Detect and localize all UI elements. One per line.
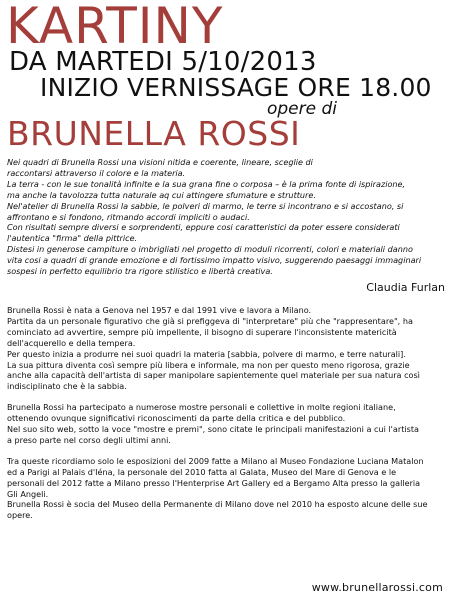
bio-line: ed a Parigi al Palais d'Iéna, la personale del 2010 fatta al Galata, Museo del Mare di Genova e le (7, 466, 397, 477)
intro-line: Distesi in generose campiture o imbrigliati nel progetto di moduli ricorrenti, colori e materiali danno (7, 244, 413, 255)
artist-name: BRUNELLA ROSSI (7, 114, 301, 153)
biography (6, 305, 449, 521)
intro-line: La terra - con le sue tonalità infinite e la sua grana fine o corposa – è la prima fonte di ispirazione, (7, 178, 406, 189)
intro-line: vita cosi a quadri di grande emozione e di fortissimo impatto visivo, suggerendo paesaggi immaginari (7, 255, 422, 266)
spacer (6, 294, 449, 305)
critic-signature: Claudia Furlan (366, 280, 445, 294)
intro-line: raccontarsi attraverso il colore e la materia. (7, 167, 186, 178)
bio-line: Brunella Rossi ha partecipato a numerose mostre personali e collettive in molte regioni italiane, (7, 402, 396, 413)
spacer (7, 392, 449, 402)
bio-line: Tra queste ricordiamo solo le esposizioni del 2009 fatte a Milano al Museo Fondazione Luciana Matalon (7, 455, 424, 466)
intro-line: Nel'atelier di Brunella Rossi la sabbie, le polveri di marmo, le terre si incontrano e si accostano, si (7, 200, 404, 211)
intro-line: sospesi in perfetto equilibrio tra rigore stilistico e libertà creativa. (7, 266, 273, 277)
intro-line: ma anche la tavolozza tutta naturale aq cui attingere sfumature e strutture. (7, 189, 316, 200)
vernissage-line: INIZIO VERNISSAGE ORE 18.00 (40, 73, 432, 102)
bio-line: Brunella Rossi è socia del Museo della Permanente di Milano dove nel 2010 ha esposto alcune delle sue (7, 499, 428, 510)
bio-line: La sua pittura diventa così sempre più libera e informale, ma non per questo meno rigorosa, grazie (7, 359, 410, 370)
bio-line: dell'acquerello e della tempera. (7, 337, 136, 348)
bio-line: personali del 2012 fatte a Milano presso l'Henterprise Art Gallery ed a Bergamo Alta presso la galleria (7, 477, 421, 488)
bio-line: opere. (7, 510, 33, 521)
intro-line: l'autentica "firma" della pittrice. (7, 233, 138, 244)
bio-line: Nel suo sito web, sotto la voce "mostre e premi", sono citate le principali manifestazioni a cui l'artista (7, 424, 419, 435)
website-link[interactable]: www.brunellarossi.com (311, 581, 443, 594)
intro-line: affrontano e si fondono, ritmando accordi impliciti o audaci. (7, 211, 250, 222)
bio-line: Partita da un personale figurativo che già si prefiggeva di "interpretare" più che "rappresentare", ha (7, 315, 413, 326)
opere-di-label: opere di (266, 99, 337, 119)
date-line: DA MARTEDI 5/10/2013 (9, 47, 317, 77)
critic-intro (6, 157, 449, 277)
bio-line: Gli Angeli. (7, 488, 49, 499)
bio-line: Brunella Rossi è nata a Genova nel 1957 e dal 1991 vive e lavora a Milano. (7, 304, 312, 315)
bio-line: Per questo inizia a produrre nei suoi quadri la materia [sabbia, polvere di marmo, e terre naturali]. (7, 348, 406, 359)
bio-line: cominciato ad avvertire, sempre più impellente, il bisogno di superare l'inconsistente matericità (7, 326, 397, 337)
intro-line: Nei quadri di Brunella Rossi una visioni nitida e coerente, lineare, sceglie di (7, 157, 313, 167)
spacer (7, 446, 449, 456)
brand-title: KARTINY (6, 0, 224, 55)
bio-line: ottenendo ovunque significativi riconoscimenti da parte della critica e del pubblico. (7, 413, 346, 424)
bio-line: a preso parte nel corso degli ultimi anni. (7, 434, 171, 445)
intro-line: Con risultati sempre diversi e sorprendenti, eppure cosi caratteristici da poter essere considerati (7, 222, 400, 233)
bio-line: anche alla capacità dell'artista di saper manipolare sapientemente quel materiale per sua natura così (7, 370, 420, 381)
bio-line: indisciplinato che è la sabbia. (7, 381, 127, 392)
